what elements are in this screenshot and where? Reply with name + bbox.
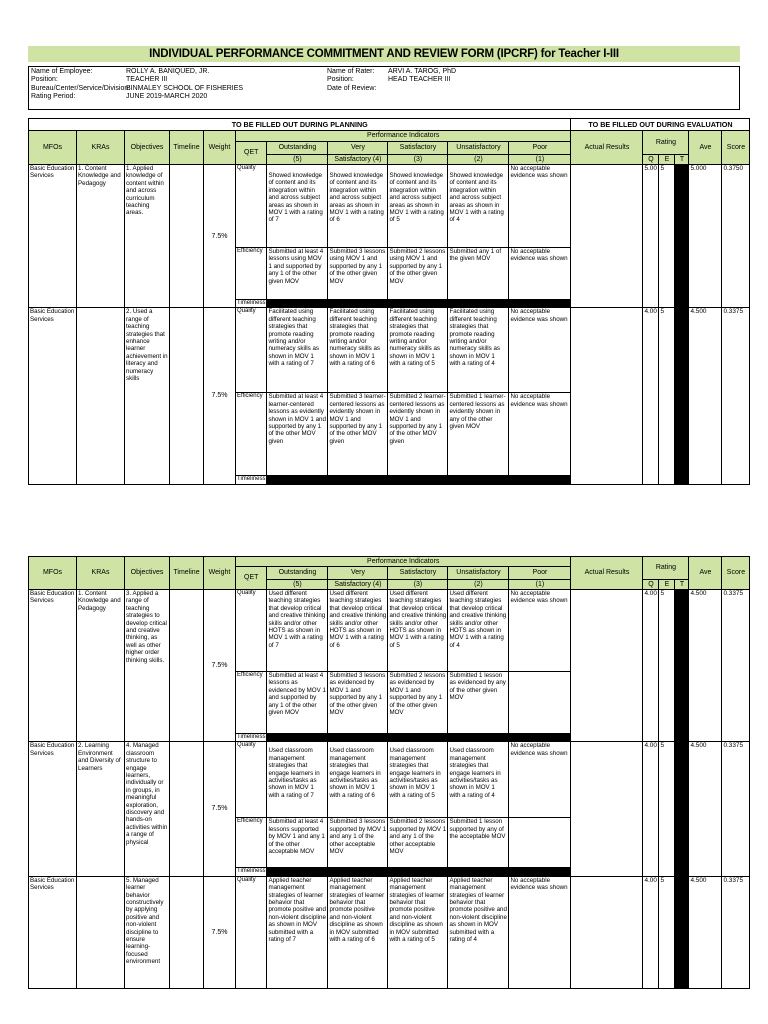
col-outstanding-score: (5) [267,580,328,590]
col-very-satisfactory: Very [328,142,388,155]
table-row [29,165,750,248]
indicator-cell [509,672,571,734]
indicator-cell: Used classroom management strategies that engage learners in activities/tasks as shown in MOV 1 with a rating of 4 [448,742,509,818]
col-weight: Weight [204,131,236,165]
col-outstanding: Outstanding [267,142,328,155]
indicator-cell: Facilitated using different teaching strategies that promote reading writing and/or numeracy skills as shown in MOV 1 with a rating of 5 [388,308,448,393]
col-outstanding: Outstanding [267,567,328,580]
indicator-cell: No acceptable evidence was shown [509,393,571,476]
col-satisfactory: Satisfactory [388,142,448,155]
timeline-cell [170,165,204,308]
ave-cell: 4.500 [689,742,722,876]
col-t: T [675,580,689,590]
kra-cell [77,308,125,484]
table-row [29,742,750,818]
indicator-cell: Applied teacher management strategies of learner behavior that promote positive and non-violent discipline as shown in MOV submitted with a rating of 7 [267,876,328,988]
actual-results-cell [571,876,643,988]
indicator-cell: Used different teaching strategies that develop critical and creative thinking skills and/or other HOTS as shown in MOV 1 with a rating of 7 [267,590,328,672]
indicator-cell: Used different teaching strategies that develop critical and creative thinking skills and/or other HOTS as shown in MOV 1 with a rating of 4 [448,590,509,672]
e-rating: 5 [659,308,675,484]
employee-name: ROLLY A. BANIQUED, JR. [126,68,210,75]
col-q: Q [643,155,659,165]
efficiency-label: Efficiency [236,393,267,476]
t-rating-blackout [675,165,689,308]
indicator-cell: No acceptable evidence was shown [509,165,571,248]
col-very-satisfactory: Very [328,567,388,580]
indicator-cell: No acceptable evidence was shown [509,248,571,300]
score-cell: 0.3750 [722,165,750,308]
table-row [29,308,750,393]
col-kras: KRAs [77,131,125,165]
indicator-cell: Submitted at least 4 lessons using MOV 1 and supported by any 1 of the other given MOV [267,248,328,300]
indicator-cell: Applied teacher management strategies of learner behavior that promote positive and non-violent discipline as shown in MOV submitted with a rating of 6 [328,876,388,988]
info-labels-left [31,68,131,102]
indicator-cell: Used different teaching strategies that develop critical and creative thinking skills and/or other HOTS as shown in MOV 1 with a rating of 6 [328,590,388,672]
col-unsatisfactory-score: (2) [448,155,509,165]
indicator-cell: Submitted 1 lesson supported by any of the acceptable MOV [448,818,509,868]
quality-label: Quality [236,308,267,393]
rater-name: ARVI A. TAROG, PhD [388,68,457,75]
indicator-cell: Showed knowledge of content and its integration within and across subject areas as shown in MOV 1 with a rating of 6 [328,165,388,248]
col-very-satisfactory-score: Satisfactory (4) [328,580,388,590]
actual-results-cell [571,590,643,742]
col-very-satisfactory-score: Satisfactory (4) [328,155,388,165]
col-score: Score [722,557,750,590]
e-rating: 5 [659,876,675,988]
indicator-cell: Submitted 2 lessons using MOV 1 and supported by any 1 of the other given MOV [388,248,448,300]
info-values-right [388,68,588,85]
weight-cell: 7.5% [204,165,236,308]
indicator-cell: No acceptable evidence was shown [509,308,571,393]
efficiency-label: Efficiency [236,672,267,734]
timeliness-label: Timeliness [237,300,266,306]
timeline-cell [170,308,204,484]
objective-cell: 1. Applied knowledge of content within and across curriculum teaching areas. [125,165,170,308]
kra-cell: 1. Content Knowledge and Pedagogy [77,590,125,742]
info-label: Bureau/Center/Service/Division: [31,84,131,92]
col-satisfactory: Satisfactory [388,567,448,580]
col-qet: QET [236,142,267,165]
col-mfos: MFOs [29,131,77,165]
employee-division: BINMALEY SCHOOL OF FISHERIES [126,84,244,92]
col-objectives: Objectives [125,131,170,165]
indicator-cell: Submitted at least 4 lessons as evidenced by MOV 1 and supported by any 1 of the other given MOV [267,672,328,734]
timeliness-blackout [267,734,571,742]
kra-cell: 2. Learning Environment and Diversity of Learners [77,742,125,876]
info-label: Rating Period: [31,93,76,101]
col-qet: QET [236,567,267,590]
quality-label: Quality [236,165,267,248]
col-t: T [675,155,689,165]
col-rating: Rating [643,557,689,580]
indicator-cell: Applied teacher management strategies of learner behavior that promote positive and non-violent discipline as shown in MOV submitted with a rating of 5 [388,876,448,988]
col-poor: Poor [509,142,571,155]
col-poor: Poor [509,567,571,580]
indicator-cell: Used classroom management strategies that engage learners in activities/tasks as shown in MOV 1 with a rating of 6 [328,742,388,818]
ave-cell: 4.500 [689,590,722,742]
objective-cell: 5. Managed learner behavior constructively by applying positive and non-violent discipline to ensure learning-focused environment [125,876,170,988]
indicator-cell: Showed knowledge of content and its integration within and across subject areas as shown in MOV 1 with a rating of 4 [448,165,509,248]
kra-cell: 1. Content Knowledge and Pedagogy [77,165,125,308]
timeline-cell [170,590,204,742]
indicator-cell: Used classroom management strategies that engage learners in activities/tasks as shown in MOV 1 with a rating of 7 [267,742,328,818]
q-rating: 4.00 [643,742,659,876]
indicator-cell: No acceptable evidence was shown [509,742,571,818]
employee-position: TEACHER III [126,76,168,84]
q-rating: 5.00 [643,165,659,308]
indicator-cell: Facilitated using different teaching strategies that promote reading writing and/or numeracy skills as shown in MOV 1 with a rating of 7 [267,308,328,393]
col-score: Score [722,131,750,165]
timeline-cell [170,742,204,876]
timeliness-blackout [267,868,571,876]
col-satisfactory-score: (3) [388,155,448,165]
planning-header: TO BE FILLED OUT DURING PLANNING [29,119,571,131]
objective-cell: 2. Used a range of teaching strategies that enhance learner achievement in literacy and numeracy skills [125,308,170,484]
weight-cell: 7.5% [204,590,236,742]
quality-label: Quality [236,590,267,672]
ave-cell: 4.500 [689,308,722,484]
mfo-cell: Basic Education Services [29,876,77,988]
indicator-cell: No acceptable evidence was shown [509,590,571,672]
score-cell: 0.3375 [722,590,750,742]
weight-cell: 7.5% [204,742,236,876]
rater-position: HEAD TEACHER III [388,76,451,84]
score-cell: 0.3375 [722,308,750,484]
indicator-cell: Facilitated using different teaching strategies that promote reading writing and/or numeracy skills as shown in MOV 1 with a rating of 4 [448,308,509,393]
col-unsatisfactory-score: (2) [448,580,509,590]
mfo-cell: Basic Education Services [29,308,77,484]
indicator-cell: Used different teaching strategies that develop critical and creative thinking skills and/or other HOTS as shown in MOV 1 with a rating of 5 [388,590,448,672]
q-rating: 4.00 [643,590,659,742]
indicator-cell: Submitted 2 learner-centered lessons as evidently shown in MOV 1 and supported by any 1 of the other MOV given [388,393,448,476]
col-satisfactory-score: (3) [388,580,448,590]
indicator-cell: Used classroom management strategies that engage learners in activities/tasks as shown in MOV 1 with a rating of 5 [388,742,448,818]
quality-label: Quality [236,876,267,988]
info-label: Name of Employee: [31,68,93,75]
indicator-cell: Submitted at least 4 lessons supported by MOV 1 and any 1 of the other acceptable MOV [267,818,328,868]
efficiency-label: Efficiency [236,818,267,868]
col-performance-indicators: Performance Indicators [236,557,571,567]
efficiency-label: Efficiency [236,248,267,300]
col-poor-score: (1) [509,580,571,590]
indicator-cell [509,818,571,868]
actual-results-cell [571,308,643,484]
objective-cell: 4. Managed classroom structure to engage learners, individually or in groups, in meaningful exploration, discovery and hands-on activities within a range of physical [125,742,170,876]
mfo-cell: Basic Education Services [29,165,77,308]
col-e: E [659,155,675,165]
col-outstanding-score: (5) [267,155,328,165]
info-labels-right [327,68,387,93]
col-timeline: Timeline [170,131,204,165]
mfo-cell: Basic Education Services [29,742,77,876]
evaluation-header: TO BE FILLED OUT DURING EVALUATION [571,119,750,131]
indicator-cell: Submitted 3 lessons using MOV 1 and supported by any 1 of the other given MOV [328,248,388,300]
timeline-cell [170,876,204,988]
ave-cell: 5.000 [689,165,722,308]
col-weight: Weight [204,557,236,590]
timeliness-label: Timeliness [237,476,266,483]
col-q: Q [643,580,659,590]
indicator-cell: Facilitated using different teaching strategies that promote reading writing and/or numeracy skills as shown in MOV 1 with a rating of 6 [328,308,388,393]
t-rating-blackout [675,308,689,484]
t-rating-blackout [675,742,689,876]
indicator-cell: Showed knowledge of content and its integration within and across subject areas as shown in MOV 1 with a rating of 7 [267,165,328,248]
indicator-cell: No acceptable evidence was shown [509,876,571,988]
ave-cell: 4.500 [689,876,722,988]
mfo-cell: Basic Education Services [29,590,77,742]
indicator-cell: Submitted 3 lessons as evidenced by MOV 1 and supported by any 1 of the other given MOV [328,672,388,734]
col-mfos: MFOs [29,557,77,590]
indicator-cell: Submitted 3 lessons supported by MOV 1 and any 1 of the other acceptable MOV [328,818,388,868]
indicator-cell: Applied teacher management strategies of learner behavior that promote positive and non-violent discipline as shown in MOV submitted with a rating of 4 [448,876,509,988]
timeliness-blackout [267,476,571,484]
timeliness-blackout [267,300,571,308]
col-ave: Ave [689,131,722,165]
indicator-cell: Submitted any 1 of the given MOV [448,248,509,300]
e-rating: 5 [659,742,675,876]
actual-results-cell [571,165,643,308]
indicator-cell: Submitted 1 learner-centered lessons as evidently shown in any of the other given MOV [448,393,509,476]
e-rating: 5 [659,590,675,742]
ipcrf-table-2 [28,556,750,989]
col-unsatisfactory: Unsatisfactory [448,567,509,580]
table-row [29,876,750,988]
q-rating: 4.00 [643,876,659,988]
info-label: Name of Rater: [327,68,375,75]
col-ave: Ave [689,557,722,590]
timeliness-label: Timeliness [237,734,266,740]
col-performance-indicators: Performance Indicators [236,131,571,142]
objective-cell: 3. Applied a range of teaching strategies to develop critical and creative thinking, as well as other higher order thinking skills. [125,590,170,742]
indicator-cell: Submitted 1 lesson as evidenced by any of the other given MOV [448,672,509,734]
indicator-cell: Submitted 3 learner-centered lessons as evidently shown in MOV 1 and supported by any 1 of the other MOV given [328,393,388,476]
indicator-cell: Showed knowledge of content and its integration within and across subject areas as shown in MOV 1 with a rating of 5 [388,165,448,248]
t-rating-blackout [675,876,689,988]
t-rating-blackout [675,590,689,742]
ipcrf-table-1 [28,118,750,485]
form-title: INDIVIDUAL PERFORMANCE COMMITMENT AND REVIEW FORM (IPCRF) for Teacher I-III [28,46,740,62]
score-cell: 0.3375 [722,742,750,876]
col-actual-results: Actual Results [571,557,643,590]
e-rating: 5 [659,165,675,308]
info-label: Position: [327,76,354,84]
kra-cell [77,876,125,988]
col-rating: Rating [643,131,689,155]
table-row [29,590,750,672]
info-label: Date of Review: [327,84,377,92]
actual-results-cell [571,742,643,876]
indicator-cell: Submitted at least 4 learner-centered lessons as evidently shown in MOV 1 and supported by any 1 of the other MOV given [267,393,328,476]
indicator-cell: Submitted 2 lessons as evidenced by MOV 1 and supported by any 1 of the other given MOV [388,672,448,734]
col-kras: KRAs [77,557,125,590]
q-rating: 4.00 [643,308,659,484]
score-cell: 0.3375 [722,876,750,988]
col-e: E [659,580,675,590]
quality-label: Quality [236,742,267,818]
timeliness-label: Timeliness [237,868,266,875]
rating-period: JUNE 2019-MARCH 2020 [126,93,208,101]
col-timeline: Timeline [170,557,204,590]
weight-cell: 7.5% [204,308,236,484]
col-actual-results: Actual Results [571,131,643,165]
indicator-cell: Submitted 2 lessons supported by MOV 1 and any 1 of the other acceptable MOV [388,818,448,868]
weight-cell: 7.5% [204,876,236,988]
col-poor-score: (1) [509,155,571,165]
info-label: Position: [31,76,58,84]
col-unsatisfactory: Unsatisfactory [448,142,509,155]
employee-info-box [28,66,740,110]
col-objectives: Objectives [125,557,170,590]
info-values-left [126,68,326,102]
